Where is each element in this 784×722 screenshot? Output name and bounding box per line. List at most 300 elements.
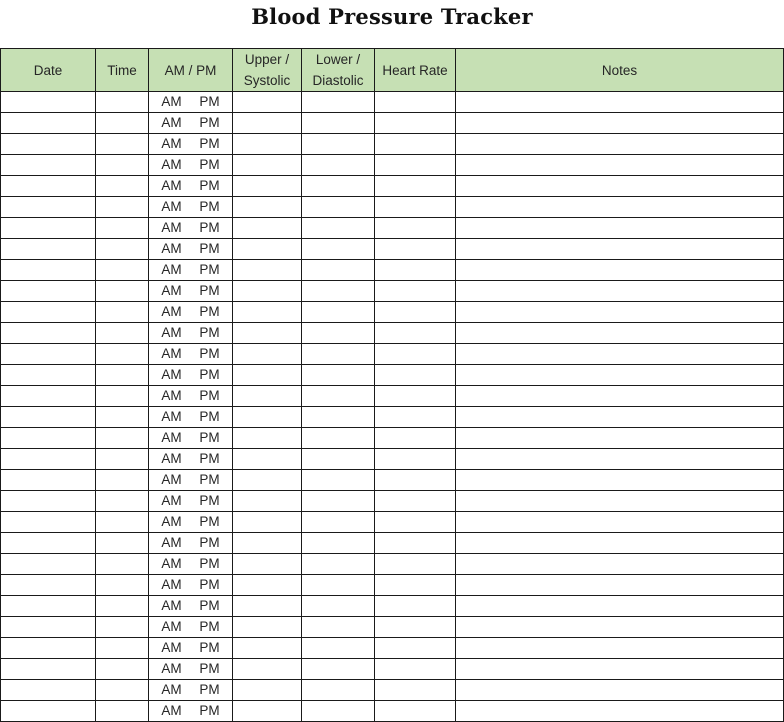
time-cell[interactable] bbox=[96, 512, 149, 533]
ampm-cell[interactable] bbox=[149, 134, 233, 155]
systolic-cell[interactable] bbox=[233, 218, 302, 239]
table-row bbox=[1, 218, 784, 239]
time-cell[interactable] bbox=[96, 470, 149, 491]
pm-option[interactable]: PM bbox=[199, 619, 220, 634]
diastolic-cell[interactable] bbox=[302, 617, 375, 638]
table-row bbox=[1, 701, 784, 722]
time-cell[interactable] bbox=[96, 197, 149, 218]
time-cell[interactable] bbox=[96, 281, 149, 302]
diastolic-cell[interactable] bbox=[302, 239, 375, 260]
systolic-cell[interactable] bbox=[233, 449, 302, 470]
table-row bbox=[1, 155, 784, 176]
notes-cell[interactable] bbox=[456, 155, 784, 176]
time-cell[interactable] bbox=[96, 554, 149, 575]
systolic-cell[interactable] bbox=[233, 197, 302, 218]
ampm-cell[interactable] bbox=[149, 176, 233, 197]
pm-option[interactable]: PM bbox=[199, 640, 220, 655]
heart-rate-cell[interactable] bbox=[375, 554, 456, 575]
notes-cell[interactable] bbox=[456, 113, 784, 134]
date-cell[interactable] bbox=[1, 386, 96, 407]
time-cell[interactable] bbox=[96, 491, 149, 512]
heart-rate-cell[interactable] bbox=[375, 533, 456, 554]
am-option[interactable]: AM bbox=[161, 367, 182, 382]
ampm-cell[interactable] bbox=[149, 701, 233, 722]
date-cell[interactable] bbox=[1, 344, 96, 365]
date-cell[interactable] bbox=[1, 218, 96, 239]
pm-option[interactable]: PM bbox=[199, 661, 220, 676]
ampm-cell[interactable] bbox=[149, 596, 233, 617]
date-cell[interactable] bbox=[1, 512, 96, 533]
pm-option[interactable]: PM bbox=[199, 304, 220, 319]
time-cell[interactable] bbox=[96, 218, 149, 239]
am-option[interactable]: AM bbox=[161, 241, 182, 256]
table-row bbox=[1, 92, 784, 113]
pm-option[interactable]: PM bbox=[199, 451, 220, 466]
heart-rate-cell[interactable] bbox=[375, 197, 456, 218]
time-cell[interactable] bbox=[96, 428, 149, 449]
notes-cell[interactable] bbox=[456, 449, 784, 470]
table-row bbox=[1, 470, 784, 491]
am-option[interactable]: AM bbox=[161, 94, 182, 109]
diastolic-cell[interactable] bbox=[302, 218, 375, 239]
ampm-cell[interactable] bbox=[149, 533, 233, 554]
notes-cell[interactable] bbox=[456, 575, 784, 596]
heart-rate-cell[interactable] bbox=[375, 302, 456, 323]
notes-cell[interactable] bbox=[456, 260, 784, 281]
table-row bbox=[1, 386, 784, 407]
pm-option[interactable]: PM bbox=[199, 514, 220, 529]
pm-option[interactable]: PM bbox=[199, 220, 220, 235]
am-option[interactable]: AM bbox=[161, 262, 182, 277]
notes-cell[interactable] bbox=[456, 701, 784, 722]
systolic-cell[interactable] bbox=[233, 365, 302, 386]
pm-option[interactable]: PM bbox=[199, 199, 220, 214]
notes-cell[interactable] bbox=[456, 323, 784, 344]
notes-cell[interactable] bbox=[456, 638, 784, 659]
date-cell[interactable] bbox=[1, 470, 96, 491]
heart-rate-cell[interactable] bbox=[375, 428, 456, 449]
date-cell[interactable] bbox=[1, 554, 96, 575]
am-option[interactable]: AM bbox=[161, 304, 182, 319]
date-cell[interactable] bbox=[1, 281, 96, 302]
heart-rate-cell[interactable] bbox=[375, 470, 456, 491]
ampm-cell[interactable] bbox=[149, 638, 233, 659]
am-option[interactable]: AM bbox=[161, 409, 182, 424]
header-row bbox=[1, 49, 784, 92]
am-option[interactable]: AM bbox=[161, 640, 182, 655]
ampm-cell[interactable] bbox=[149, 281, 233, 302]
systolic-cell[interactable] bbox=[233, 617, 302, 638]
date-cell[interactable] bbox=[1, 428, 96, 449]
am-option[interactable]: AM bbox=[161, 598, 182, 613]
table-row bbox=[1, 344, 784, 365]
diastolic-cell[interactable] bbox=[302, 260, 375, 281]
systolic-cell[interactable] bbox=[233, 596, 302, 617]
am-option[interactable]: AM bbox=[161, 493, 182, 508]
column-header-upper-line2: Systolic bbox=[243, 73, 291, 88]
heart-rate-cell[interactable] bbox=[375, 449, 456, 470]
diastolic-cell[interactable] bbox=[302, 659, 375, 680]
notes-cell[interactable] bbox=[456, 617, 784, 638]
notes-cell[interactable] bbox=[456, 680, 784, 701]
diastolic-cell[interactable] bbox=[302, 155, 375, 176]
date-cell[interactable] bbox=[1, 701, 96, 722]
notes-cell[interactable] bbox=[456, 92, 784, 113]
notes-cell[interactable] bbox=[456, 365, 784, 386]
diastolic-cell[interactable] bbox=[302, 134, 375, 155]
notes-cell[interactable] bbox=[456, 596, 784, 617]
systolic-cell[interactable] bbox=[233, 134, 302, 155]
date-cell[interactable] bbox=[1, 176, 96, 197]
pm-option[interactable]: PM bbox=[199, 703, 220, 718]
systolic-cell[interactable] bbox=[233, 701, 302, 722]
diastolic-cell[interactable] bbox=[302, 407, 375, 428]
heart-rate-cell[interactable] bbox=[375, 323, 456, 344]
am-option[interactable]: AM bbox=[161, 136, 182, 151]
heart-rate-cell[interactable] bbox=[375, 491, 456, 512]
diastolic-cell[interactable] bbox=[302, 491, 375, 512]
column-header-lower-line2: Diastolic bbox=[312, 73, 364, 88]
diastolic-cell[interactable] bbox=[302, 302, 375, 323]
notes-cell[interactable] bbox=[456, 659, 784, 680]
date-cell[interactable] bbox=[1, 134, 96, 155]
systolic-cell[interactable] bbox=[233, 491, 302, 512]
diastolic-cell[interactable] bbox=[302, 92, 375, 113]
ampm-cell[interactable] bbox=[149, 239, 233, 260]
time-cell[interactable] bbox=[96, 92, 149, 113]
heart-rate-cell[interactable] bbox=[375, 113, 456, 134]
pm-option[interactable]: PM bbox=[199, 136, 220, 151]
ampm-cell[interactable] bbox=[149, 659, 233, 680]
time-cell[interactable] bbox=[96, 617, 149, 638]
time-cell[interactable] bbox=[96, 680, 149, 701]
time-cell[interactable] bbox=[96, 386, 149, 407]
diastolic-cell[interactable] bbox=[302, 638, 375, 659]
column-header-date: Date bbox=[1, 49, 96, 92]
heart-rate-cell[interactable] bbox=[375, 407, 456, 428]
heart-rate-cell[interactable] bbox=[375, 365, 456, 386]
ampm-cell[interactable] bbox=[149, 92, 233, 113]
time-cell[interactable] bbox=[96, 701, 149, 722]
heart-rate-cell[interactable] bbox=[375, 260, 456, 281]
am-option[interactable]: AM bbox=[161, 682, 182, 697]
pm-option[interactable]: PM bbox=[199, 115, 220, 130]
time-cell[interactable] bbox=[96, 659, 149, 680]
pm-option[interactable]: PM bbox=[199, 682, 220, 697]
column-header-upper-line1: Upper / bbox=[244, 52, 290, 67]
pm-option[interactable]: PM bbox=[199, 430, 220, 445]
heart-rate-cell[interactable] bbox=[375, 701, 456, 722]
time-cell[interactable] bbox=[96, 533, 149, 554]
ampm-cell[interactable] bbox=[149, 512, 233, 533]
heart-rate-cell[interactable] bbox=[375, 134, 456, 155]
table-row bbox=[1, 659, 784, 680]
time-cell[interactable] bbox=[96, 344, 149, 365]
heart-rate-cell[interactable] bbox=[375, 176, 456, 197]
systolic-cell[interactable] bbox=[233, 176, 302, 197]
table-row bbox=[1, 302, 784, 323]
time-cell[interactable] bbox=[96, 596, 149, 617]
pm-option[interactable]: PM bbox=[199, 178, 220, 193]
date-cell[interactable] bbox=[1, 302, 96, 323]
time-cell[interactable] bbox=[96, 113, 149, 134]
pm-option[interactable]: PM bbox=[199, 346, 220, 361]
diastolic-cell[interactable] bbox=[302, 113, 375, 134]
column-header-ampm bbox=[149, 49, 233, 92]
table-row bbox=[1, 176, 784, 197]
pm-option[interactable]: PM bbox=[199, 367, 220, 382]
table-row bbox=[1, 323, 784, 344]
am-option[interactable]: AM bbox=[161, 535, 182, 550]
time-cell[interactable] bbox=[96, 260, 149, 281]
date-cell[interactable] bbox=[1, 575, 96, 596]
diastolic-cell[interactable] bbox=[302, 680, 375, 701]
pm-option[interactable]: PM bbox=[199, 472, 220, 487]
ampm-cell[interactable] bbox=[149, 113, 233, 134]
date-cell[interactable] bbox=[1, 617, 96, 638]
systolic-cell[interactable] bbox=[233, 512, 302, 533]
heart-rate-cell[interactable] bbox=[375, 617, 456, 638]
pm-option[interactable]: PM bbox=[199, 598, 220, 613]
date-cell[interactable] bbox=[1, 533, 96, 554]
diastolic-cell[interactable] bbox=[302, 428, 375, 449]
systolic-cell[interactable] bbox=[233, 155, 302, 176]
systolic-cell[interactable] bbox=[233, 260, 302, 281]
page-title: Blood Pressure Tracker bbox=[251, 4, 533, 29]
table-row bbox=[1, 281, 784, 302]
time-cell[interactable] bbox=[96, 239, 149, 260]
date-cell[interactable] bbox=[1, 113, 96, 134]
systolic-cell[interactable] bbox=[233, 638, 302, 659]
pm-option[interactable]: PM bbox=[199, 262, 220, 277]
heart-rate-cell[interactable] bbox=[375, 92, 456, 113]
diastolic-cell[interactable] bbox=[302, 281, 375, 302]
heart-rate-cell[interactable] bbox=[375, 575, 456, 596]
diastolic-cell[interactable] bbox=[302, 365, 375, 386]
am-option[interactable]: AM bbox=[161, 451, 182, 466]
systolic-cell[interactable] bbox=[233, 659, 302, 680]
pm-option[interactable]: PM bbox=[199, 556, 220, 571]
time-cell[interactable] bbox=[96, 407, 149, 428]
am-option[interactable]: AM bbox=[161, 388, 182, 403]
diastolic-cell[interactable] bbox=[302, 176, 375, 197]
heart-rate-cell[interactable] bbox=[375, 659, 456, 680]
time-cell[interactable] bbox=[96, 134, 149, 155]
am-option[interactable]: AM bbox=[161, 556, 182, 571]
systolic-cell[interactable] bbox=[233, 113, 302, 134]
ampm-cell[interactable] bbox=[149, 386, 233, 407]
date-cell[interactable] bbox=[1, 659, 96, 680]
ampm-cell[interactable] bbox=[149, 449, 233, 470]
heart-rate-cell[interactable] bbox=[375, 239, 456, 260]
ampm-cell[interactable] bbox=[149, 155, 233, 176]
notes-cell[interactable] bbox=[456, 428, 784, 449]
am-option[interactable]: AM bbox=[161, 346, 182, 361]
time-cell[interactable] bbox=[96, 449, 149, 470]
pm-option[interactable]: PM bbox=[199, 577, 220, 592]
pm-option[interactable]: PM bbox=[199, 535, 220, 550]
am-option[interactable]: AM bbox=[161, 430, 182, 445]
am-option[interactable]: AM bbox=[161, 577, 182, 592]
ampm-cell[interactable] bbox=[149, 617, 233, 638]
pm-option[interactable]: PM bbox=[199, 94, 220, 109]
ampm-cell[interactable] bbox=[149, 260, 233, 281]
systolic-cell[interactable] bbox=[233, 386, 302, 407]
table-row bbox=[1, 113, 784, 134]
heart-rate-cell[interactable] bbox=[375, 344, 456, 365]
heart-rate-cell[interactable] bbox=[375, 638, 456, 659]
notes-cell[interactable] bbox=[456, 281, 784, 302]
systolic-cell[interactable] bbox=[233, 680, 302, 701]
time-cell[interactable] bbox=[96, 155, 149, 176]
systolic-cell[interactable] bbox=[233, 554, 302, 575]
pm-option[interactable]: PM bbox=[199, 241, 220, 256]
am-option[interactable]: AM bbox=[161, 703, 182, 718]
time-cell[interactable] bbox=[96, 176, 149, 197]
date-cell[interactable] bbox=[1, 260, 96, 281]
diastolic-cell[interactable] bbox=[302, 386, 375, 407]
diastolic-cell[interactable] bbox=[302, 596, 375, 617]
systolic-cell[interactable] bbox=[233, 344, 302, 365]
date-cell[interactable] bbox=[1, 407, 96, 428]
notes-cell[interactable] bbox=[456, 512, 784, 533]
notes-cell[interactable] bbox=[456, 302, 784, 323]
heart-rate-cell[interactable] bbox=[375, 155, 456, 176]
date-cell[interactable] bbox=[1, 155, 96, 176]
heart-rate-cell[interactable] bbox=[375, 596, 456, 617]
diastolic-cell[interactable] bbox=[302, 575, 375, 596]
pm-option[interactable]: PM bbox=[199, 493, 220, 508]
ampm-cell[interactable] bbox=[149, 302, 233, 323]
date-cell[interactable] bbox=[1, 680, 96, 701]
am-option[interactable]: AM bbox=[161, 661, 182, 676]
time-cell[interactable] bbox=[96, 365, 149, 386]
notes-cell[interactable] bbox=[456, 134, 784, 155]
column-header-time: Time bbox=[96, 49, 149, 92]
diastolic-cell[interactable] bbox=[302, 344, 375, 365]
am-option[interactable]: AM bbox=[161, 514, 182, 529]
diastolic-cell[interactable] bbox=[302, 197, 375, 218]
notes-cell[interactable] bbox=[456, 491, 784, 512]
pm-option[interactable]: PM bbox=[199, 388, 220, 403]
ampm-cell[interactable] bbox=[149, 470, 233, 491]
date-cell[interactable] bbox=[1, 365, 96, 386]
notes-cell[interactable] bbox=[456, 239, 784, 260]
notes-cell[interactable] bbox=[456, 470, 784, 491]
notes-cell[interactable] bbox=[456, 218, 784, 239]
time-cell[interactable] bbox=[96, 302, 149, 323]
systolic-cell[interactable] bbox=[233, 302, 302, 323]
diastolic-cell[interactable] bbox=[302, 554, 375, 575]
ampm-cell[interactable] bbox=[149, 575, 233, 596]
table-row bbox=[1, 680, 784, 701]
ampm-cell[interactable] bbox=[149, 428, 233, 449]
table-row bbox=[1, 407, 784, 428]
diastolic-cell[interactable] bbox=[302, 512, 375, 533]
table-row bbox=[1, 596, 784, 617]
diastolic-cell[interactable] bbox=[302, 323, 375, 344]
systolic-cell[interactable] bbox=[233, 92, 302, 113]
notes-cell[interactable] bbox=[456, 197, 784, 218]
am-option[interactable]: AM bbox=[161, 199, 182, 214]
am-option[interactable]: AM bbox=[161, 325, 182, 340]
am-option[interactable]: AM bbox=[161, 157, 182, 172]
diastolic-cell[interactable] bbox=[302, 449, 375, 470]
date-cell[interactable] bbox=[1, 197, 96, 218]
diastolic-cell[interactable] bbox=[302, 533, 375, 554]
notes-cell[interactable] bbox=[456, 386, 784, 407]
date-cell[interactable] bbox=[1, 638, 96, 659]
diastolic-cell[interactable] bbox=[302, 470, 375, 491]
ampm-cell[interactable] bbox=[149, 491, 233, 512]
heart-rate-cell[interactable] bbox=[375, 386, 456, 407]
diastolic-cell[interactable] bbox=[302, 701, 375, 722]
heart-rate-cell[interactable] bbox=[375, 512, 456, 533]
ampm-cell[interactable] bbox=[149, 554, 233, 575]
systolic-cell[interactable] bbox=[233, 428, 302, 449]
date-cell[interactable] bbox=[1, 323, 96, 344]
notes-cell[interactable] bbox=[456, 533, 784, 554]
pm-option[interactable]: PM bbox=[199, 283, 220, 298]
date-cell[interactable] bbox=[1, 239, 96, 260]
ampm-cell[interactable] bbox=[149, 197, 233, 218]
notes-cell[interactable] bbox=[456, 554, 784, 575]
systolic-cell[interactable] bbox=[233, 575, 302, 596]
date-cell[interactable] bbox=[1, 92, 96, 113]
column-header-notes: Notes bbox=[456, 49, 784, 92]
systolic-cell[interactable] bbox=[233, 323, 302, 344]
table-row bbox=[1, 260, 784, 281]
pm-option[interactable]: PM bbox=[199, 409, 220, 424]
date-cell[interactable] bbox=[1, 449, 96, 470]
time-cell[interactable] bbox=[96, 575, 149, 596]
ampm-cell[interactable] bbox=[149, 218, 233, 239]
date-cell[interactable] bbox=[1, 596, 96, 617]
am-option[interactable]: AM bbox=[161, 472, 182, 487]
systolic-cell[interactable] bbox=[233, 407, 302, 428]
systolic-cell[interactable] bbox=[233, 239, 302, 260]
am-option[interactable]: AM bbox=[161, 220, 182, 235]
ampm-cell[interactable] bbox=[149, 407, 233, 428]
table-row bbox=[1, 512, 784, 533]
am-option[interactable]: AM bbox=[161, 619, 182, 634]
ampm-cell[interactable] bbox=[149, 365, 233, 386]
notes-cell[interactable] bbox=[456, 176, 784, 197]
heart-rate-cell[interactable] bbox=[375, 680, 456, 701]
table-row bbox=[1, 491, 784, 512]
table-row bbox=[1, 428, 784, 449]
notes-cell[interactable] bbox=[456, 407, 784, 428]
heart-rate-cell[interactable] bbox=[375, 218, 456, 239]
systolic-cell[interactable] bbox=[233, 533, 302, 554]
ampm-cell[interactable] bbox=[149, 344, 233, 365]
pm-option[interactable]: PM bbox=[199, 325, 220, 340]
time-cell[interactable] bbox=[96, 638, 149, 659]
am-option[interactable]: AM bbox=[161, 283, 182, 298]
am-option[interactable]: AM bbox=[161, 178, 182, 193]
am-option[interactable]: AM bbox=[161, 115, 182, 130]
notes-cell[interactable] bbox=[456, 344, 784, 365]
systolic-cell[interactable] bbox=[233, 281, 302, 302]
heart-rate-cell[interactable] bbox=[375, 281, 456, 302]
systolic-cell[interactable] bbox=[233, 470, 302, 491]
table-row bbox=[1, 554, 784, 575]
pm-option[interactable]: PM bbox=[199, 157, 220, 172]
date-cell[interactable] bbox=[1, 491, 96, 512]
ampm-cell[interactable] bbox=[149, 680, 233, 701]
time-cell[interactable] bbox=[96, 323, 149, 344]
ampm-cell[interactable] bbox=[149, 323, 233, 344]
